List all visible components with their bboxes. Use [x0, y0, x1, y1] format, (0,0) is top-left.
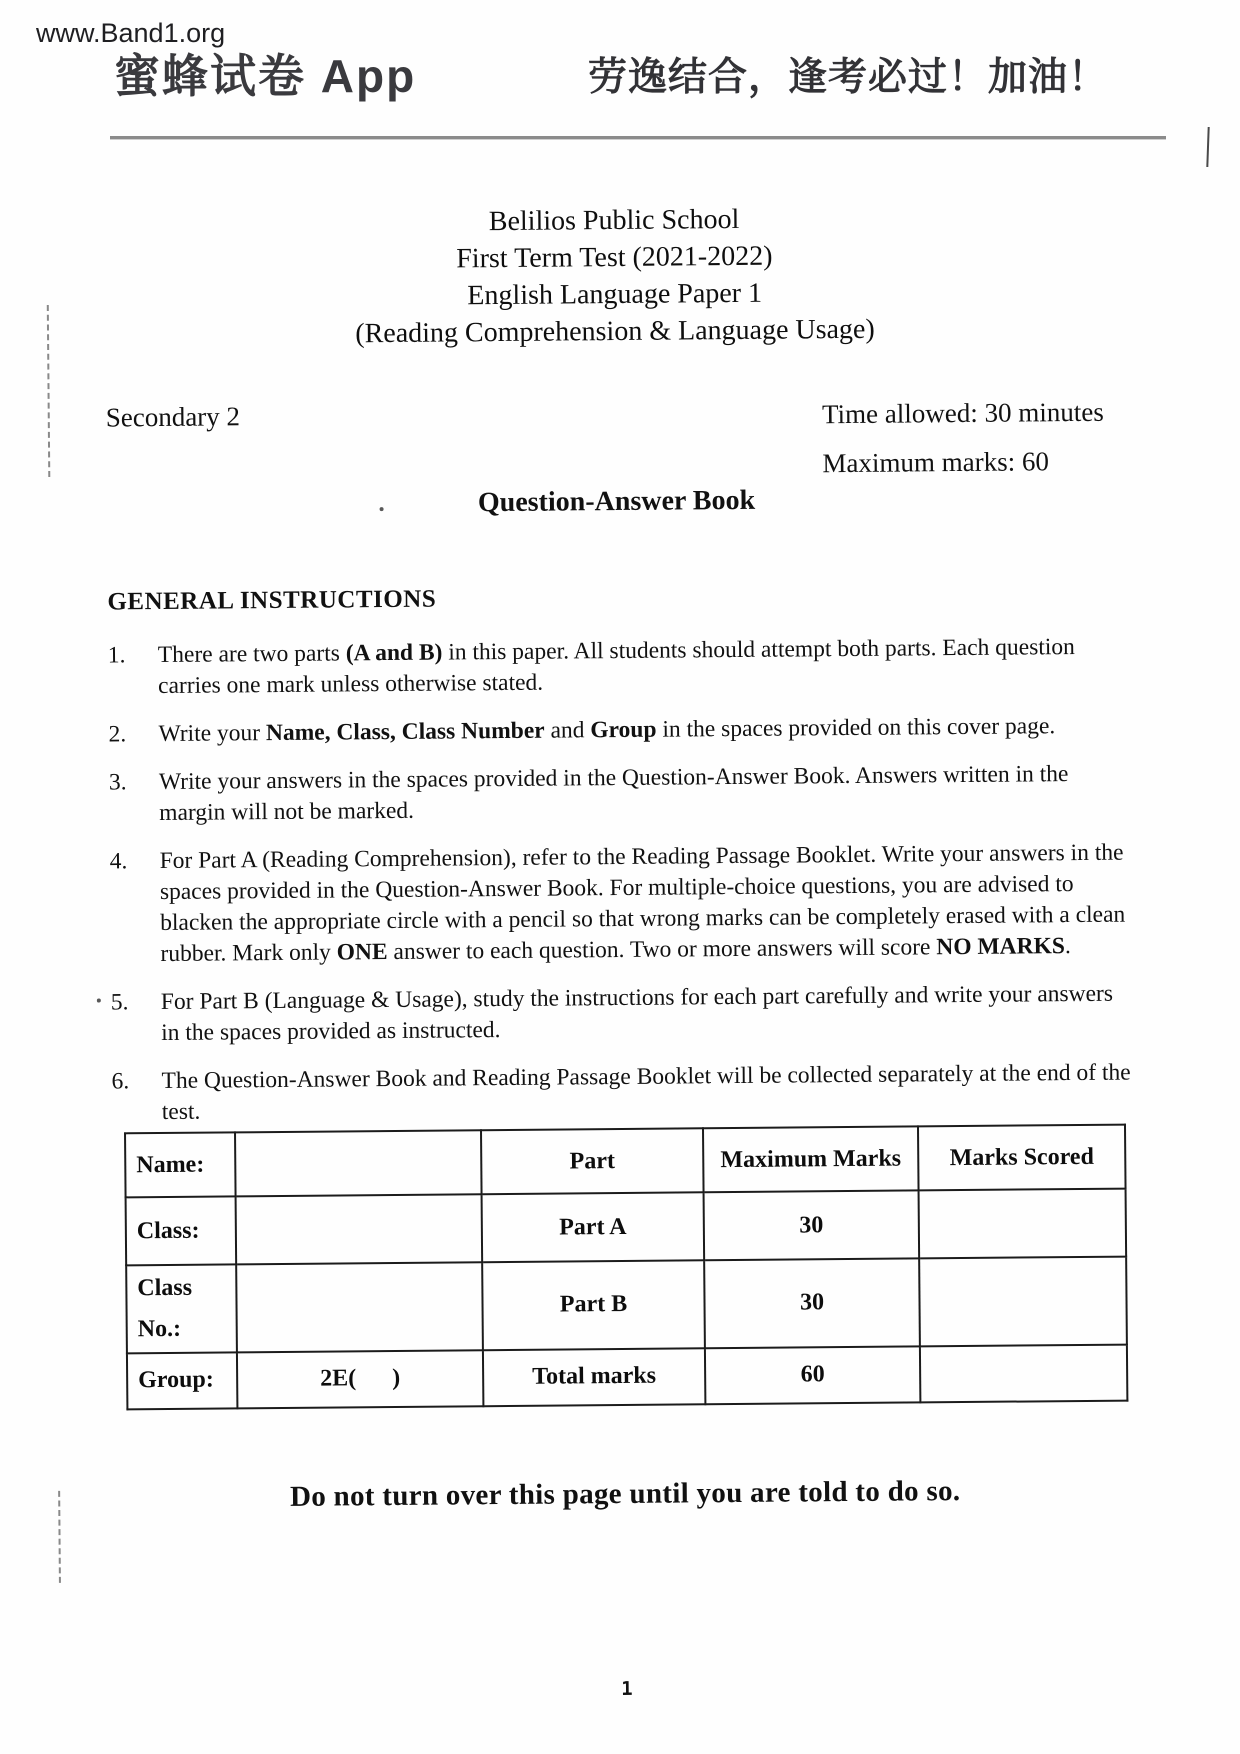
- time-allowed-label: Time allowed: 30 minutes: [821, 396, 1104, 430]
- info-table: [124, 1124, 1128, 1410]
- part-a-max-cell: 30: [704, 1190, 920, 1260]
- book-title: Question-Answer Book: [477, 484, 756, 519]
- instruction-number: 3.: [108, 769, 127, 796]
- table-row: [126, 1189, 1127, 1266]
- instruction-item: [109, 759, 1132, 830]
- total-marks-cell: Total marks: [483, 1348, 705, 1406]
- title-term: First Term Test (2021-2022): [456, 240, 773, 275]
- name-label-cell: Name:: [125, 1132, 236, 1197]
- table-row: [125, 1125, 1126, 1198]
- max-marks-header-cell: Maximum Marks: [703, 1126, 919, 1192]
- scan-artifact-dot: [380, 507, 384, 511]
- marks-scored-header-cell: Marks Scored: [918, 1125, 1126, 1191]
- part-b-max-cell: 30: [704, 1258, 920, 1347]
- instruction-number: 6.: [111, 1068, 130, 1095]
- table-row: [127, 1344, 1127, 1409]
- max-marks-label: Maximum marks: 60: [822, 446, 1050, 479]
- part-a-cell: Part A: [482, 1192, 705, 1262]
- instruction-number: 5.: [110, 989, 129, 1016]
- class-no-value-cell: [236, 1262, 483, 1352]
- instruction-text: Write your answers in the spaces provided in the Question-Answer Book. Answers written in the margin will not be marked.: [158, 761, 1069, 827]
- table-row: [126, 1257, 1127, 1353]
- instruction-item: [111, 1058, 1134, 1129]
- instruction-text: For Part B (Language & Usage), study the instructions for each part carefully and write your answers in the spaces provided as instructed.: [160, 980, 1114, 1047]
- instructions-list: [108, 632, 1134, 1146]
- instruction-text: The Question-Answer Book and Reading Passage Booklet will be collected separately at the end of the test.: [161, 1059, 1131, 1126]
- instruction-item: [108, 632, 1131, 703]
- instruction-item: [111, 979, 1134, 1050]
- scan-artifact-dot: [97, 999, 101, 1003]
- instruction-number: 4.: [109, 848, 128, 875]
- name-value-cell: [235, 1130, 482, 1196]
- instruction-text: Write your Name, Class, Class Number and Group in the spaces provided on this cover page.: [158, 713, 1056, 748]
- class-value-cell: [236, 1194, 483, 1264]
- level-label: Secondary 2: [105, 401, 241, 433]
- instruction-item: [108, 711, 1130, 751]
- title-paper: English Language Paper 1: [467, 277, 763, 312]
- title-school: Belilios Public School: [488, 203, 740, 238]
- group-value-cell: 2E( ): [237, 1350, 483, 1408]
- total-max-cell: 60: [705, 1346, 920, 1404]
- total-scored-cell: [920, 1344, 1127, 1402]
- class-no-label-cell: Class No.:: [126, 1264, 237, 1353]
- title-subtitle: (Reading Comprehension & Language Usage): [355, 313, 875, 350]
- instruction-number: 2.: [108, 721, 127, 748]
- instruction-text: There are two parts (A and B) in this paper. All students should attempt both parts. Each question carries one mark unless otherwise stated.: [157, 634, 1075, 700]
- part-b-scored-cell: [919, 1257, 1127, 1346]
- instruction-number: 1.: [107, 642, 126, 669]
- turn-over-warning: Do not turn over this page until you are told to do so.: [289, 1475, 961, 1513]
- instructions-heading: GENERAL INSTRUCTIONS: [107, 585, 437, 616]
- title-block: [0, 197, 1235, 356]
- part-b-cell: Part B: [482, 1260, 705, 1350]
- class-label-cell: Class:: [126, 1196, 237, 1265]
- part-a-scored-cell: [919, 1189, 1127, 1259]
- band1-watermark: www.Band1.org: [36, 18, 226, 48]
- instruction-item: [110, 838, 1133, 971]
- instruction-text: For Part A (Reading Comprehension), refer to the Reading Passage Booklet. Write your answers in the spaces provided in the Question-Answer Book. For multiple-choice questions, you are advised to blacken the appropriate circle with a pencil so that wrong marks can be completely erased with a clean rubber. Mark only ONE answer to each question. Two or more answers will score NO MARKS.: [159, 839, 1126, 968]
- page-number: 1: [621, 1677, 633, 1701]
- app-slogan: 劳逸结合，逢考必过！加油！: [588, 56, 1109, 99]
- group-label-cell: Group:: [127, 1352, 237, 1409]
- part-header-cell: Part: [481, 1128, 704, 1194]
- app-logo: 蜜蜂试卷 App: [114, 50, 417, 102]
- meta-right-block: [822, 388, 1105, 488]
